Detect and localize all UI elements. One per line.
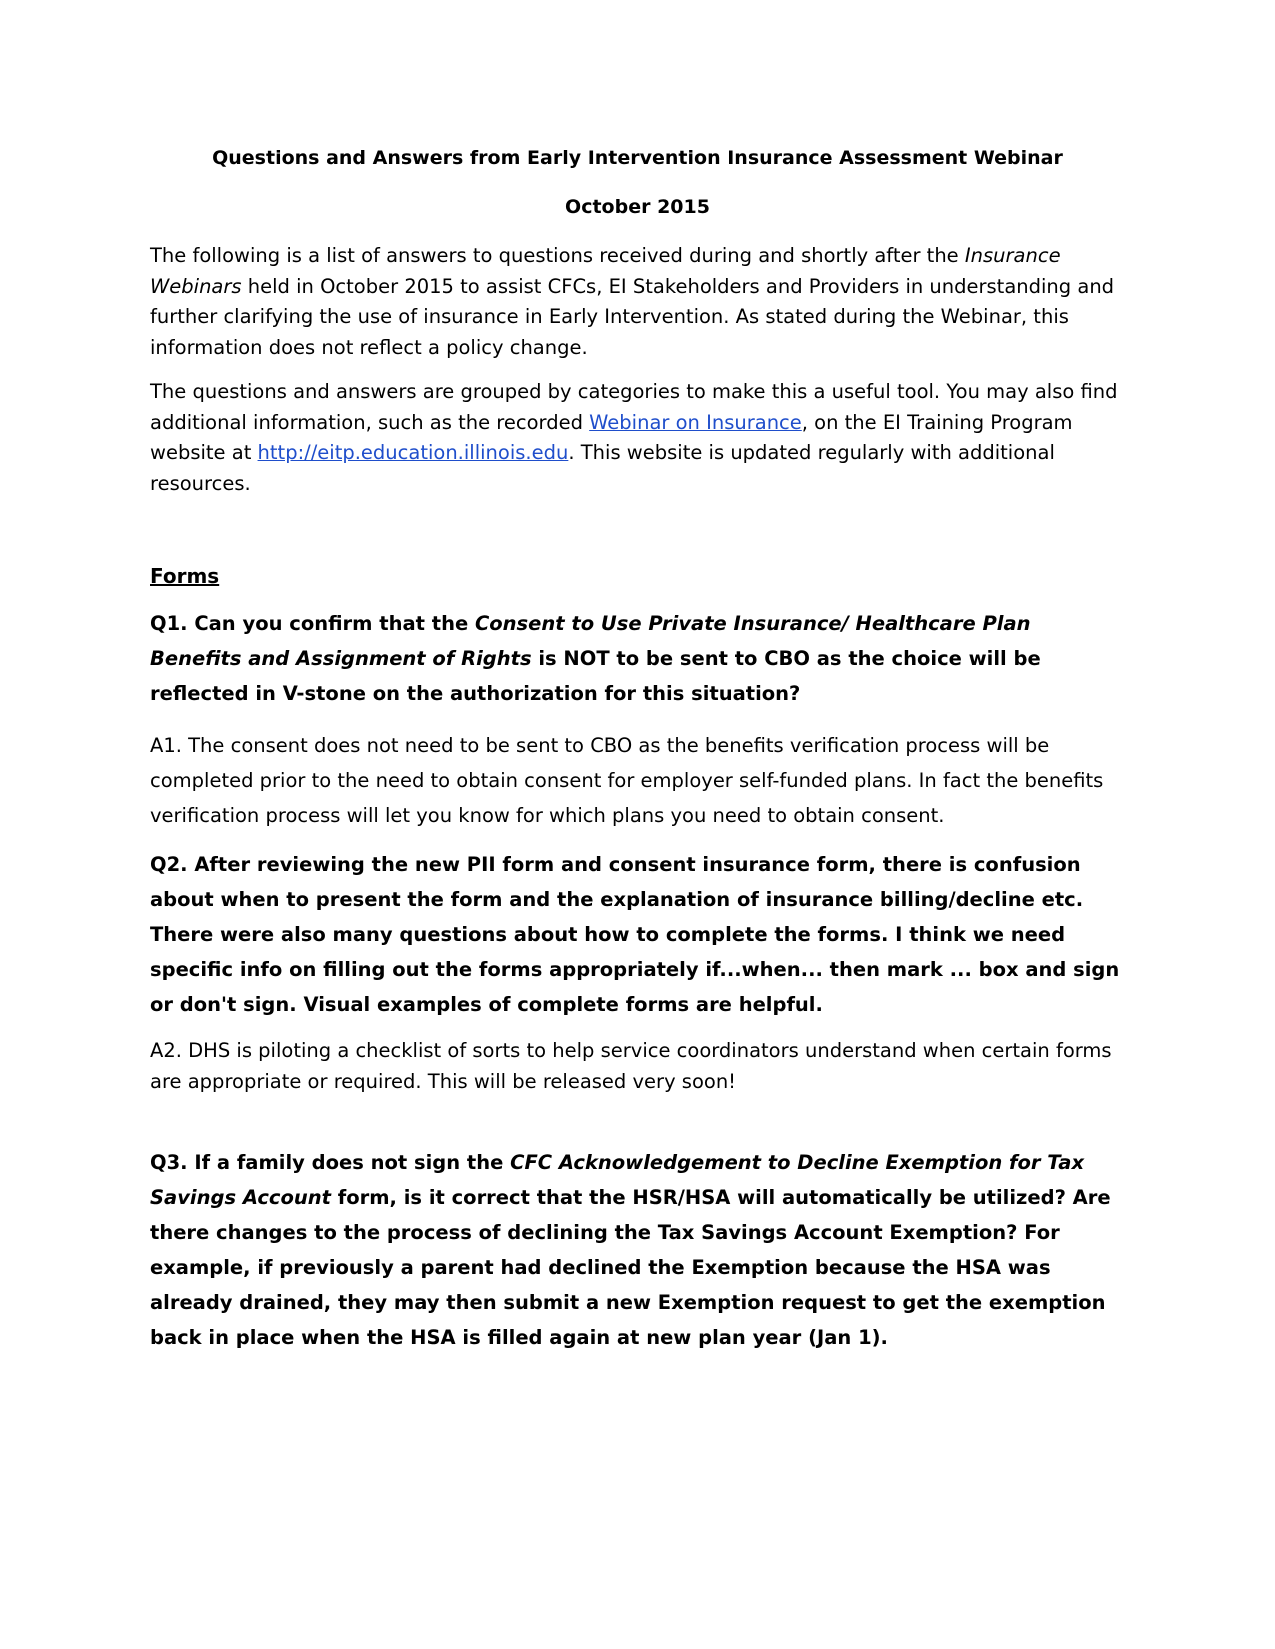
intro-paragraph-2-text-b: , on the EI Training Program website at xyxy=(150,410,1073,464)
answer-1: A1. The consent does not need to be sent to CBO as the benefits verification process will be completed prior to the need to obtain consent for employer self-funded plans. In fact the benefits verification process will let you know for which plans you need to obtain consent. xyxy=(150,734,1104,827)
intro-paragraph-1-text-a: The following is a list of answers to questions received during and shortly after the xyxy=(150,244,965,267)
intro-paragraph-2-text-a: The questions and answers are grouped by categories to make this a useful tool. You may also find additional information, such as the recorded xyxy=(150,380,1118,434)
eitp-website-link[interactable]: http://eitp.education.illinois.edu xyxy=(257,441,569,464)
answer-2: A2. DHS is piloting a checklist of sorts to help service coordinators understand when certain forms are appropriate or required. This will be released very soon! xyxy=(150,1039,1112,1093)
question-1-italic: Consent to Use Private Insurance/ Healthcare Plan Benefits and Assignment of Rights xyxy=(150,612,1031,670)
intro-paragraph-1-text-b: held in October 2015 to assist CFCs, EI Stakeholders and Providers in understanding and further clarifying the use of insurance in Early Intervention. As stated during the Webinar, this information does not reflect a policy change. xyxy=(150,274,1115,359)
document-date: October 2015 xyxy=(565,196,710,218)
intro-paragraph-1-italic: Insurance Webinars xyxy=(150,244,1061,298)
document-title: Questions and Answers from Early Intervention Insurance Assessment Webinar xyxy=(212,147,1063,169)
question-2: Q2. After reviewing the new PII form and consent insurance form, there is confusion about when to present the form and the explanation of insurance billing/decline etc. There were also many questions about how to complete the forms. I think we need specific info on filling out the forms appropriately if...when... then mark ... box and sign or don't sign. Visual examples of complete forms are helpful. xyxy=(150,853,1120,1016)
intro-paragraph-2-text-c: . This website is updated regularly with additional resources. xyxy=(150,441,1055,495)
question-1-text-a: Q1. Can you confirm that the xyxy=(150,612,475,635)
section-heading-forms: Forms xyxy=(150,564,220,588)
intro-paragraph-2 xyxy=(150,377,1125,499)
webinar-on-insurance-link[interactable]: Webinar on Insurance xyxy=(589,410,802,434)
question-3-italic: CFC Acknowledgement to Decline Exemption for Tax Savings Account xyxy=(150,1151,1085,1209)
question-1-text-b: is NOT to be sent to CBO as the choice will be reflected in V-stone on the authorization for this situation? xyxy=(150,647,1041,705)
question-1 xyxy=(150,606,1125,711)
question-3-text-b: form, is it correct that the HSR/HSA will automatically be utilized? Are there changes to the process of declining the Tax Savings Account Exemption? For example, if previously a parent had declined the Exemption because the HSA was already drained, they may then submit a new Exemption request to get the exemption back in place when the HSA is filled again at new plan year (Jan 1). xyxy=(150,1186,1111,1349)
question-3 xyxy=(150,1145,1125,1355)
question-3-text-a: Q3. If a family does not sign the xyxy=(150,1151,511,1174)
intro-paragraph-1 xyxy=(150,241,1125,363)
